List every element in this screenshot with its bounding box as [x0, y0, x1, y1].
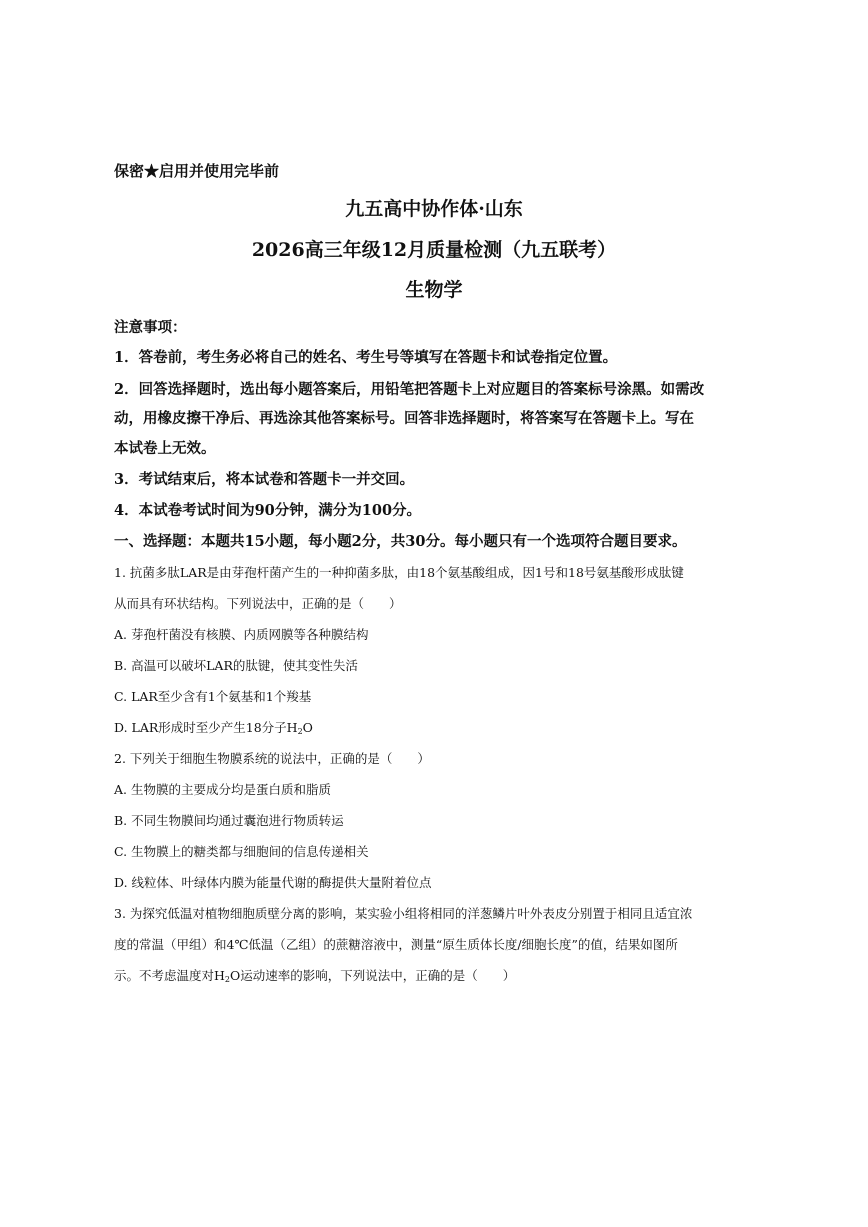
q2-option-c: C. 生物膜上的糖类都与细胞间的信息传递相关: [114, 844, 369, 859]
org-title: 九五高中协作体·山东: [345, 198, 523, 220]
q1-option-d-text: D. LAR形成时至少产生18分子H: [114, 720, 298, 735]
note-item-2-line-1: 2．回答选择题时，选出每小题答案后，用铅笔把答题卡上对应题目的答案标号涂黑。如需改: [114, 381, 705, 398]
q1-option-d-tail: O: [302, 720, 313, 735]
q1-option-d: [114, 718, 313, 736]
notes-heading: 注意事项：: [114, 319, 187, 336]
section-heading: 一、选择题：本题共15小题，每小题2分，共30分。每小题只有一个选项符合题目要求。: [114, 533, 687, 550]
note-item-1: 1．答卷前，考生务必将自己的姓名、考生号等填写在答题卡和试卷指定位置。: [114, 349, 618, 366]
confidential-label: 保密★启用并使用完毕前: [114, 162, 280, 180]
q3-stem-line-3-tail: O运动速率的影响，下列说法中，正确的是（ ）: [230, 968, 516, 983]
subject-title: 生物学: [405, 279, 463, 301]
q3-stem-subscript: 2: [224, 975, 230, 984]
note-item-3: 3．考试结束后，将本试卷和答题卡一并交回。: [114, 471, 415, 488]
q3-stem-line-3-text: 示。不考虑温度对H: [114, 968, 225, 983]
q3-stem-line-3: [114, 966, 515, 984]
q2-stem: 2. 下列关于细胞生物膜系统的说法中，正确的是（ ）: [114, 751, 430, 766]
exam-title: 2026高三年级12月质量检测（九五联考）: [251, 239, 617, 261]
q2-option-d: D. 线粒体、叶绿体内膜为能量代谢的酶提供大量附着位点: [114, 875, 432, 890]
q2-option-b: B. 不同生物膜间均通过囊泡进行物质转运: [114, 813, 344, 828]
q1-option-a: A. 芽孢杆菌没有核膜、内质网膜等各种膜结构: [114, 627, 369, 642]
q3-stem-line-1: 3. 为探究低温对植物细胞质壁分离的影响，某实验小组将相同的洋葱鳞片叶外表皮分别置于相同且适宜浓: [114, 906, 693, 921]
q3-stem-line-2: 度的常温（甲组）和4℃低温（乙组）的蔗糖溶液中，测量“原生质体长度/细胞长度”的值，结果如图所: [114, 937, 678, 952]
q2-option-a: A. 生物膜的主要成分均是蛋白质和脂质: [114, 782, 331, 797]
note-item-4: 4．本试卷考试时间为90分钟，满分为100分。: [114, 502, 422, 519]
q1-option-b: B. 高温可以破坏LAR的肽键，使其变性失活: [114, 658, 358, 673]
note-item-2-line-2: 动，用橡皮擦干净后、再选涂其他答案标号。回答非选择题时，将答案写在答题卡上。写在: [114, 410, 694, 427]
note-item-2-line-3: 本试卷上无效。: [114, 440, 216, 457]
q1-stem-line-2: 从而具有环状结构。下列说法中，正确的是（ ）: [114, 596, 402, 611]
q1-option-d-subscript: 2: [297, 727, 303, 736]
q1-option-c: C. LAR至少含有1个氨基和1个羧基: [114, 689, 312, 704]
q1-stem-line-1: 1. 抗菌多肽LAR是由芽孢杆菌产生的一种抑菌多肽，由18个氨基酸组成，因1号和18号氨基酸形成肽键: [114, 565, 684, 580]
